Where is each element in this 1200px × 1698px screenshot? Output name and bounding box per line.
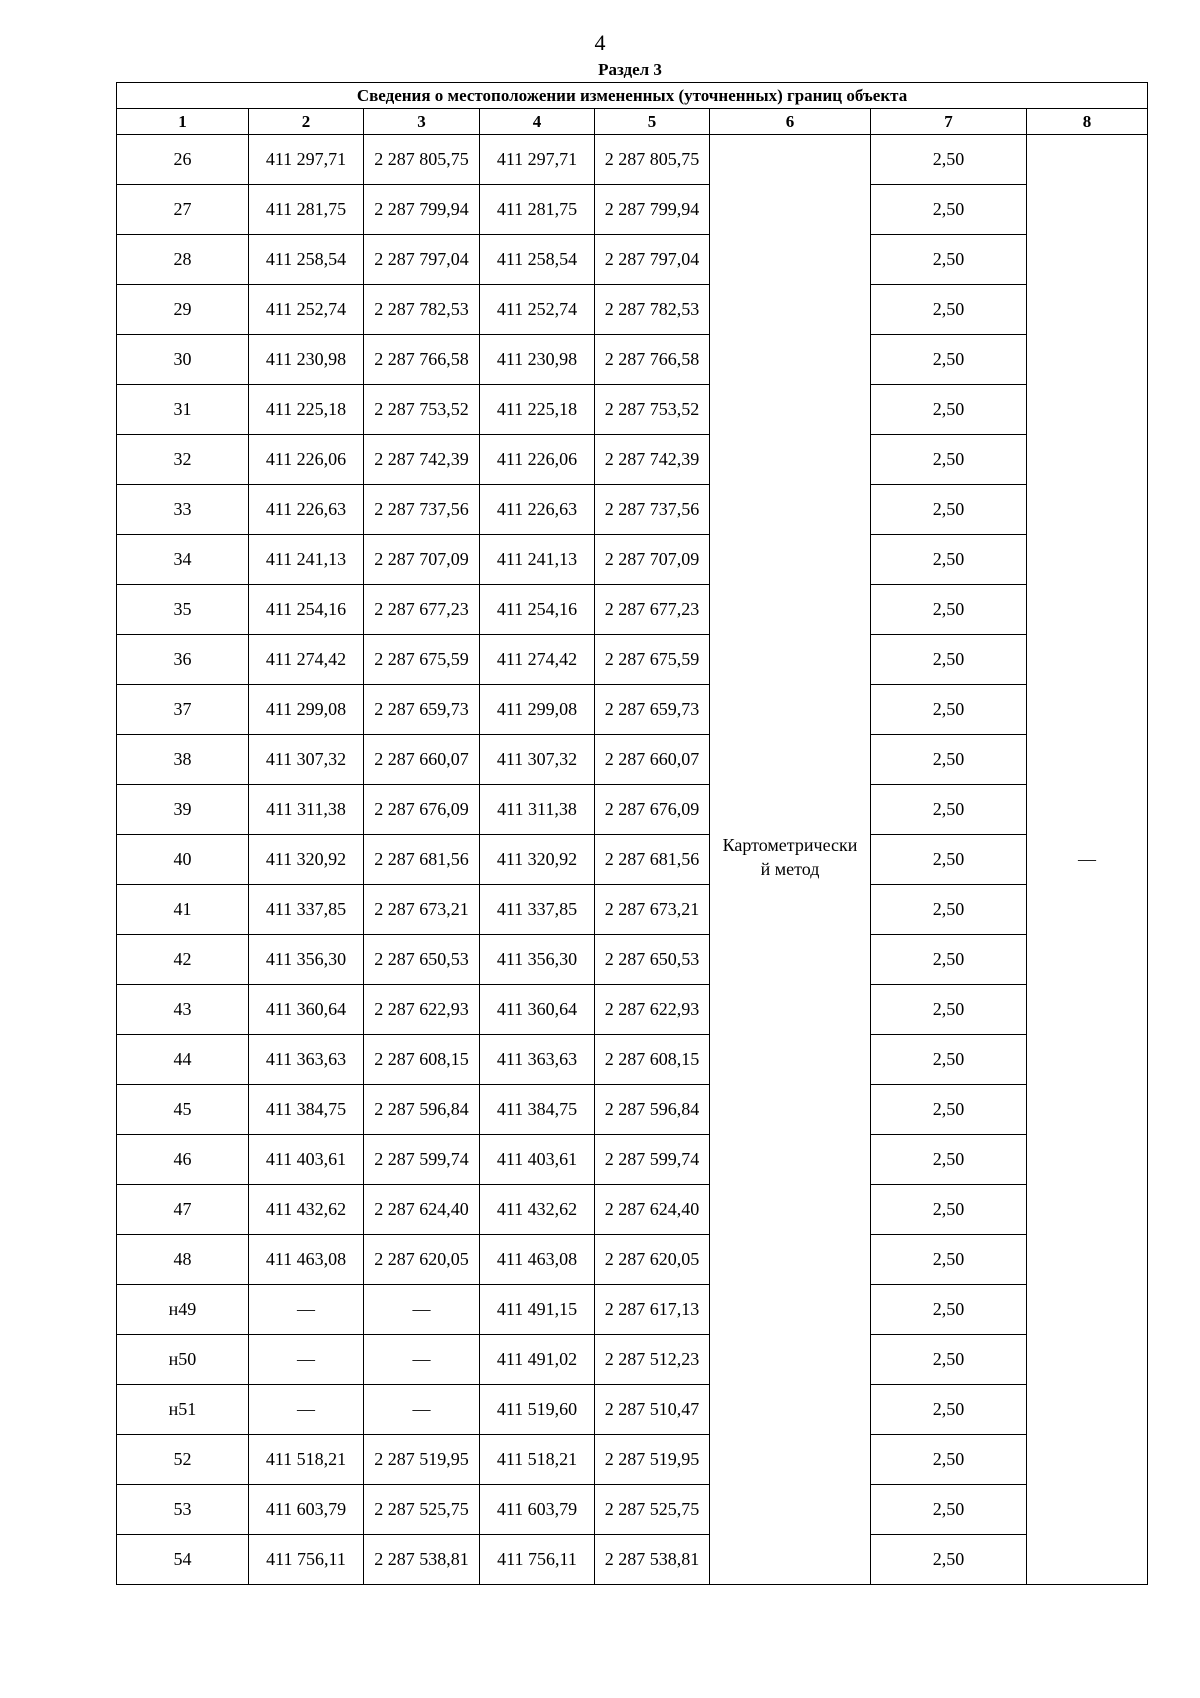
cell-y-new: 2 287 805,75 [595,135,710,185]
cell-accuracy: 2,50 [871,585,1027,635]
cell-point: 46 [117,1135,249,1185]
cell-y-old: 2 287 676,09 [364,785,480,835]
cell-y-old: 2 287 799,94 [364,185,480,235]
cell-x-new: 411 254,16 [480,585,595,635]
cell-y-old: 2 287 620,05 [364,1235,480,1285]
cell-accuracy: 2,50 [871,135,1027,185]
cell-x-old: 411 356,30 [249,935,364,985]
cell-y-old: 2 287 519,95 [364,1435,480,1485]
cell-point: 37 [117,685,249,735]
cell-y-old: 2 287 622,93 [364,985,480,1035]
cell-point: 26 [117,135,249,185]
table-row [117,1035,1148,1085]
cell-point: 40 [117,835,249,885]
cell-x-new: 411 299,08 [480,685,595,735]
col8-cell: — [1027,135,1148,1585]
table-row [117,1385,1148,1435]
cell-point: 39 [117,785,249,835]
table-row [117,485,1148,535]
cell-y-new: 2 287 622,93 [595,985,710,1035]
cell-x-new: 411 491,15 [480,1285,595,1335]
cell-x-new: 411 225,18 [480,385,595,435]
cell-accuracy: 2,50 [871,1085,1027,1135]
cell-x-new: 411 258,54 [480,235,595,285]
cell-x-new: 411 363,63 [480,1035,595,1085]
cell-point: 30 [117,335,249,385]
table-row [117,885,1148,935]
cell-accuracy: 2,50 [871,985,1027,1035]
table-row [117,1135,1148,1185]
cell-x-old: 411 311,38 [249,785,364,835]
cell-x-old: 411 252,74 [249,285,364,335]
cell-x-old: 411 307,32 [249,735,364,785]
cell-accuracy: 2,50 [871,285,1027,335]
cell-accuracy: 2,50 [871,635,1027,685]
cell-accuracy: 2,50 [871,485,1027,535]
cell-point: н49 [117,1285,249,1335]
table-row [117,285,1148,335]
table-row [117,1085,1148,1135]
cell-point: 31 [117,385,249,435]
cell-point: 48 [117,1235,249,1285]
cell-y-new: 2 287 660,07 [595,735,710,785]
cell-point: 52 [117,1435,249,1485]
cell-y-old: 2 287 677,23 [364,585,480,635]
cell-accuracy: 2,50 [871,1235,1027,1285]
cell-point: 36 [117,635,249,685]
cell-x-new: 411 756,11 [480,1535,595,1585]
cell-y-old: 2 287 742,39 [364,435,480,485]
cell-y-old: 2 287 624,40 [364,1185,480,1235]
cell-y-new: 2 287 512,23 [595,1335,710,1385]
table-row [117,835,1148,885]
cell-point: 43 [117,985,249,1035]
cell-accuracy: 2,50 [871,335,1027,385]
method-line-2: й метод [760,859,820,879]
cell-x-new: 411 337,85 [480,885,595,935]
table-row [117,1235,1148,1285]
cell-point: 41 [117,885,249,935]
table-row [117,1485,1148,1535]
cell-y-new: 2 287 659,73 [595,685,710,735]
cell-x-old: 411 225,18 [249,385,364,435]
cell-point: 29 [117,285,249,335]
column-number: 7 [871,109,1027,135]
cell-x-old: — [249,1335,364,1385]
cell-x-new: 411 241,13 [480,535,595,585]
cell-y-new: 2 287 650,53 [595,935,710,985]
table-row [117,1285,1148,1335]
cell-y-old: 2 287 650,53 [364,935,480,985]
cell-x-new: 411 491,02 [480,1335,595,1385]
cell-y-new: 2 287 676,09 [595,785,710,835]
cell-y-new: 2 287 596,84 [595,1085,710,1135]
cell-y-new: 2 287 677,23 [595,585,710,635]
table-row [117,1435,1148,1485]
cell-accuracy: 2,50 [871,435,1027,485]
cell-y-old: — [364,1385,480,1435]
cell-point: н50 [117,1335,249,1385]
cell-y-old: 2 287 599,74 [364,1135,480,1185]
cell-point: 34 [117,535,249,585]
cell-point: н51 [117,1385,249,1435]
cell-y-old: 2 287 782,53 [364,285,480,335]
cell-accuracy: 2,50 [871,1285,1027,1335]
cell-x-new: 411 230,98 [480,335,595,385]
cell-x-new: 411 384,75 [480,1085,595,1135]
column-number: 5 [595,109,710,135]
table-row [117,1185,1148,1235]
cell-x-old: 411 297,71 [249,135,364,185]
table-row [117,585,1148,635]
cell-accuracy: 2,50 [871,1435,1027,1485]
cell-point: 42 [117,935,249,985]
cell-y-new: 2 287 525,75 [595,1485,710,1535]
column-number: 3 [364,109,480,135]
cell-x-old: 411 384,75 [249,1085,364,1135]
cell-point: 35 [117,585,249,635]
method-line-1: Картометрически [722,835,858,855]
table-row [117,435,1148,485]
cell-x-old: 411 363,63 [249,1035,364,1085]
column-number: 4 [480,109,595,135]
table-row [117,185,1148,235]
table-caption: Сведения о местоположении измененных (уточненных) границ объекта [117,83,1148,109]
cell-y-old: 2 287 707,09 [364,535,480,585]
cell-x-new: 411 274,42 [480,635,595,685]
cell-y-old: 2 287 525,75 [364,1485,480,1535]
cell-y-old: 2 287 753,52 [364,385,480,435]
cell-accuracy: 2,50 [871,535,1027,585]
column-number: 8 [1027,109,1148,135]
cell-x-old: 411 337,85 [249,885,364,935]
table-row [117,735,1148,785]
cell-accuracy: 2,50 [871,1385,1027,1435]
cell-y-new: 2 287 681,56 [595,835,710,885]
cell-x-new: 411 281,75 [480,185,595,235]
cell-accuracy: 2,50 [871,1185,1027,1235]
cell-point: 54 [117,1535,249,1585]
cell-point: 32 [117,435,249,485]
cell-y-old: 2 287 737,56 [364,485,480,535]
cell-point: 53 [117,1485,249,1535]
cell-x-old: 411 518,21 [249,1435,364,1485]
cell-x-old: 411 274,42 [249,635,364,685]
column-number-row [117,109,1148,135]
column-number: 1 [117,109,249,135]
table-row [117,1335,1148,1385]
table-row [117,135,1148,185]
cell-accuracy: 2,50 [871,885,1027,935]
cell-x-old: 411 432,62 [249,1185,364,1235]
cell-x-old: 411 360,64 [249,985,364,1035]
cell-y-new: 2 287 737,56 [595,485,710,535]
cell-x-new: 411 226,63 [480,485,595,535]
cell-y-new: 2 287 673,21 [595,885,710,935]
cell-y-old: 2 287 673,21 [364,885,480,935]
cell-accuracy: 2,50 [871,235,1027,285]
cell-y-old: 2 287 538,81 [364,1535,480,1585]
table-body [117,135,1148,1585]
cell-x-new: 411 356,30 [480,935,595,985]
table-row [117,535,1148,585]
cell-y-new: 2 287 617,13 [595,1285,710,1335]
cell-x-old: 411 254,16 [249,585,364,635]
cell-y-new: 2 287 782,53 [595,285,710,335]
cell-x-old: 411 226,06 [249,435,364,485]
section-title: Раздел 3 [598,60,662,79]
cell-y-new: 2 287 675,59 [595,635,710,685]
cell-x-old: 411 226,63 [249,485,364,535]
method-cell [710,135,871,1585]
table-row [117,635,1148,685]
cell-y-new: 2 287 742,39 [595,435,710,485]
cell-accuracy: 2,50 [871,1535,1027,1585]
cell-x-new: 411 603,79 [480,1485,595,1535]
cell-point: 28 [117,235,249,285]
cell-y-old: 2 287 596,84 [364,1085,480,1135]
cell-accuracy: 2,50 [871,385,1027,435]
cell-accuracy: 2,50 [871,1335,1027,1385]
cell-accuracy: 2,50 [871,835,1027,885]
cell-x-new: 411 403,61 [480,1135,595,1185]
cell-x-new: 411 311,38 [480,785,595,835]
cell-point: 27 [117,185,249,235]
table-row [117,685,1148,735]
cell-y-new: 2 287 510,47 [595,1385,710,1435]
cell-x-old: 411 230,98 [249,335,364,385]
table-row [117,785,1148,835]
cell-x-old: 411 603,79 [249,1485,364,1535]
cell-x-old: 411 258,54 [249,235,364,285]
table-row [117,985,1148,1035]
table-row [117,235,1148,285]
table-row [117,935,1148,985]
cell-y-old: — [364,1285,480,1335]
cell-y-old: — [364,1335,480,1385]
cell-x-new: 411 432,62 [480,1185,595,1235]
cell-y-old: 2 287 766,58 [364,335,480,385]
cell-accuracy: 2,50 [871,685,1027,735]
table-row [117,385,1148,435]
cell-y-old: 2 287 681,56 [364,835,480,885]
cell-x-new: 411 463,08 [480,1235,595,1285]
cell-accuracy: 2,50 [871,1035,1027,1085]
cell-x-new: 411 519,60 [480,1385,595,1435]
cell-accuracy: 2,50 [871,185,1027,235]
cell-y-new: 2 287 766,58 [595,335,710,385]
cell-y-new: 2 287 624,40 [595,1185,710,1235]
cell-accuracy: 2,50 [871,785,1027,835]
cell-y-new: 2 287 599,74 [595,1135,710,1185]
cell-y-old: 2 287 660,07 [364,735,480,785]
cell-x-new: 411 320,92 [480,835,595,885]
cell-x-old: — [249,1285,364,1335]
cell-x-old: 411 241,13 [249,535,364,585]
cell-x-old: 411 320,92 [249,835,364,885]
cell-x-new: 411 297,71 [480,135,595,185]
cell-x-new: 411 518,21 [480,1435,595,1485]
cell-y-new: 2 287 797,04 [595,235,710,285]
cell-x-new: 411 360,64 [480,985,595,1035]
cell-point: 45 [117,1085,249,1135]
page-number: 4 [594,30,606,55]
cell-point: 44 [117,1035,249,1085]
table-row [117,1535,1148,1585]
cell-y-new: 2 287 753,52 [595,385,710,435]
cell-point: 38 [117,735,249,785]
cell-x-old: 411 403,61 [249,1135,364,1185]
cell-x-old: — [249,1385,364,1435]
cell-x-old: 411 281,75 [249,185,364,235]
cell-point: 47 [117,1185,249,1235]
cell-accuracy: 2,50 [871,1135,1027,1185]
cell-y-new: 2 287 538,81 [595,1535,710,1585]
cell-y-new: 2 287 519,95 [595,1435,710,1485]
table-row [117,335,1148,385]
cell-y-old: 2 287 608,15 [364,1035,480,1085]
cell-x-old: 411 299,08 [249,685,364,735]
cell-point: 33 [117,485,249,535]
cell-accuracy: 2,50 [871,735,1027,785]
cell-x-new: 411 252,74 [480,285,595,335]
cell-y-old: 2 287 805,75 [364,135,480,185]
cell-y-new: 2 287 608,15 [595,1035,710,1085]
cell-x-new: 411 226,06 [480,435,595,485]
cell-y-new: 2 287 799,94 [595,185,710,235]
cell-y-new: 2 287 620,05 [595,1235,710,1285]
column-number: 2 [249,109,364,135]
column-number: 6 [710,109,871,135]
cell-accuracy: 2,50 [871,1485,1027,1535]
cell-x-new: 411 307,32 [480,735,595,785]
cell-x-old: 411 463,08 [249,1235,364,1285]
cell-y-old: 2 287 659,73 [364,685,480,735]
cell-y-old: 2 287 797,04 [364,235,480,285]
cell-x-old: 411 756,11 [249,1535,364,1585]
boundary-coordinates-table [116,82,1148,1585]
cell-y-old: 2 287 675,59 [364,635,480,685]
cell-accuracy: 2,50 [871,935,1027,985]
cell-y-new: 2 287 707,09 [595,535,710,585]
